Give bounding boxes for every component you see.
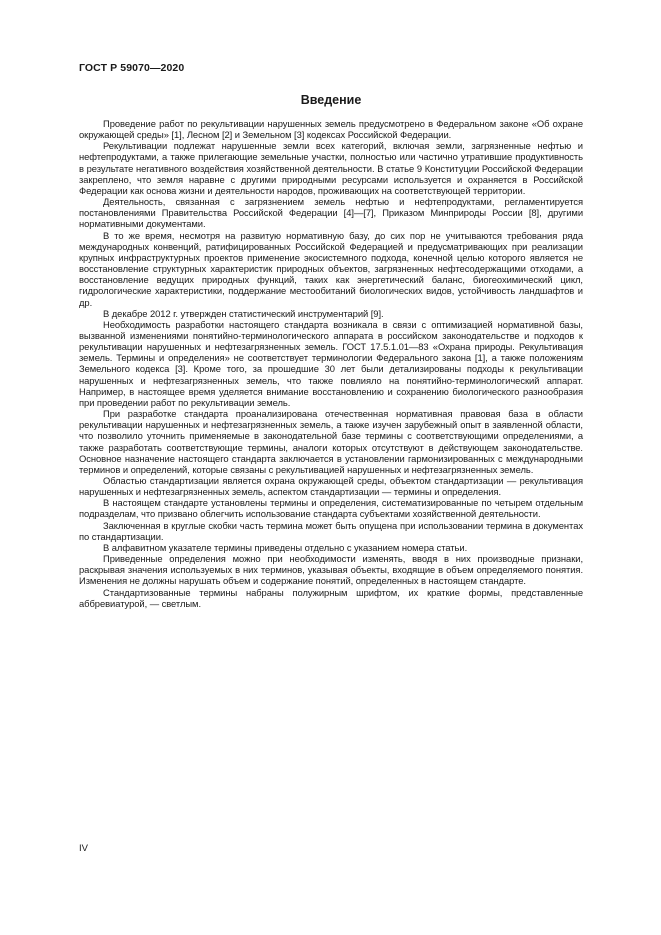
paragraph: Проведение работ по рекультивации нарушенных земель предусмотрено в Федеральном законе «Об охране окружающей среды» [1], Лесном [2] и Земельном [3] кодексах Российской Федерации.	[79, 118, 583, 141]
body-text	[79, 118, 583, 609]
standard-designation: ГОСТ Р 59070—2020	[79, 62, 185, 74]
paragraph: Приведенные определения можно при необходимости изменять, вводя в них производные признаки, раскрывая значения используемых в них терминов, указывая объекты, входящие в объем определяемого понятия. Изменения не должны нарушать объем и содержание понятий, определенных в настоящем стандарте.	[79, 553, 583, 587]
paragraph: Необходимость разработки настоящего стандарта возникала в связи с оптимизацией нормативной базы, вызванной изменениями понятийно-терминологического аппарата в российском законодательстве и подходов к рекультивации нарушенных и нефтезагрязненных земель. ГОСТ 17.5.1.01—83 «Охрана природы. Рекультивация земель. Термины и определения» не соответствует терминологии Федерального закона [1], а также положениям Земельного кодекса [3]. Кроме того, за прошедшие 30 лет были детализированы подходы к рекультивации нарушенных и нефтезагрязненных земель, что также повлияло на понятийно-терминологический аппарат. Например, в настоящее время уделяется внимание восстановлению и сохранению биологического разнообразия при проведении работ по рекультивации земель.	[79, 318, 583, 408]
paragraph: В алфавитном указателе термины приведены отдельно с указанием номера статьи.	[103, 541, 468, 553]
paragraph: В декабре 2012 г. утвержден статистический инструментарий [9].	[103, 307, 384, 319]
paragraph: Областью стандартизации является охрана окружающей среды, объектом стандартизации — рекультивация нарушенных и нефтезагрязненных земель, аспектом стандартизации — термины и определения.	[79, 475, 583, 498]
paragraph: Рекультивации подлежат нарушенные земли всех категорий, включая земли, загрязненные нефтью и нефтепродуктами, а также прилегающие земельные участки, полностью или частично утратившие продуктивность в результате негативного воздействия хозяйственной деятельности. В статье 9 Конституции Российской Федерации закреплено, что земля наравне с другими природными ресурсами используется и охраняется в Российской Федерации как основа жизни и деятельности народов, проживающих на соответствующей территории.	[79, 140, 583, 196]
paragraph: Деятельность, связанная с загрязнением земель нефтью и нефтепродуктами, регламентируется постановлениями Правительства Российской Федерации [4]—[7], Приказом Минприроды России [8], другими нормативными документами.	[79, 196, 583, 230]
paragraph: В настоящем стандарте установлены термины и определения, систематизированные по четырем отдельным подразделам, что призвано облегчить использование стандарта субъектами хозяйственной деятельности.	[79, 497, 583, 520]
paragraph: При разработке стандарта проанализирована отечественная нормативная правовая база в области рекультивации нарушенных и нефтезагрязненных земель, а также изучен зарубежный опыт в заявленной области, что позволило уточнить применяемые в законодательной базе термины с соответствующими определениями, а также разработать соответствующие термины, аналоги которых отсутствуют в действующем законодательстве. Основное назначение настоящего стандарта заключается в установлении гармонизированных с международными терминов и определений, которые связаны с рекультивацией нарушенных и нефтезагрязненных земель.	[79, 408, 583, 475]
paragraph: Стандартизованные термины набраны полужирным шрифтом, их краткие формы, представленные аббревиатурой, — светлым.	[79, 586, 583, 609]
paragraph: В то же время, несмотря на развитую нормативную базу, до сих пор не учитываются требования ряда международных конвенций, ратифицированных Российской Федерацией и предусматривающих при реализации крупных инфраструктурных проектов применение экосистемного подхода, конечной целью которого является не восстановление структурных характеристик природных объектов, загрязненных нефтесодержащими отходами, а восстановление ведущих природных функций, таких как энергетический баланс, биогеохимический цикл, гидрологические характеристики, поддержание местообитаний биологических видов, устойчивость ландшафтов и др.	[79, 229, 583, 308]
section-title: Введение	[300, 93, 362, 107]
paragraph: Заключенная в круглые скобки часть термина может быть опущена при использовании термина в документах по стандартизации.	[79, 519, 583, 542]
page-number: IV	[79, 843, 88, 854]
